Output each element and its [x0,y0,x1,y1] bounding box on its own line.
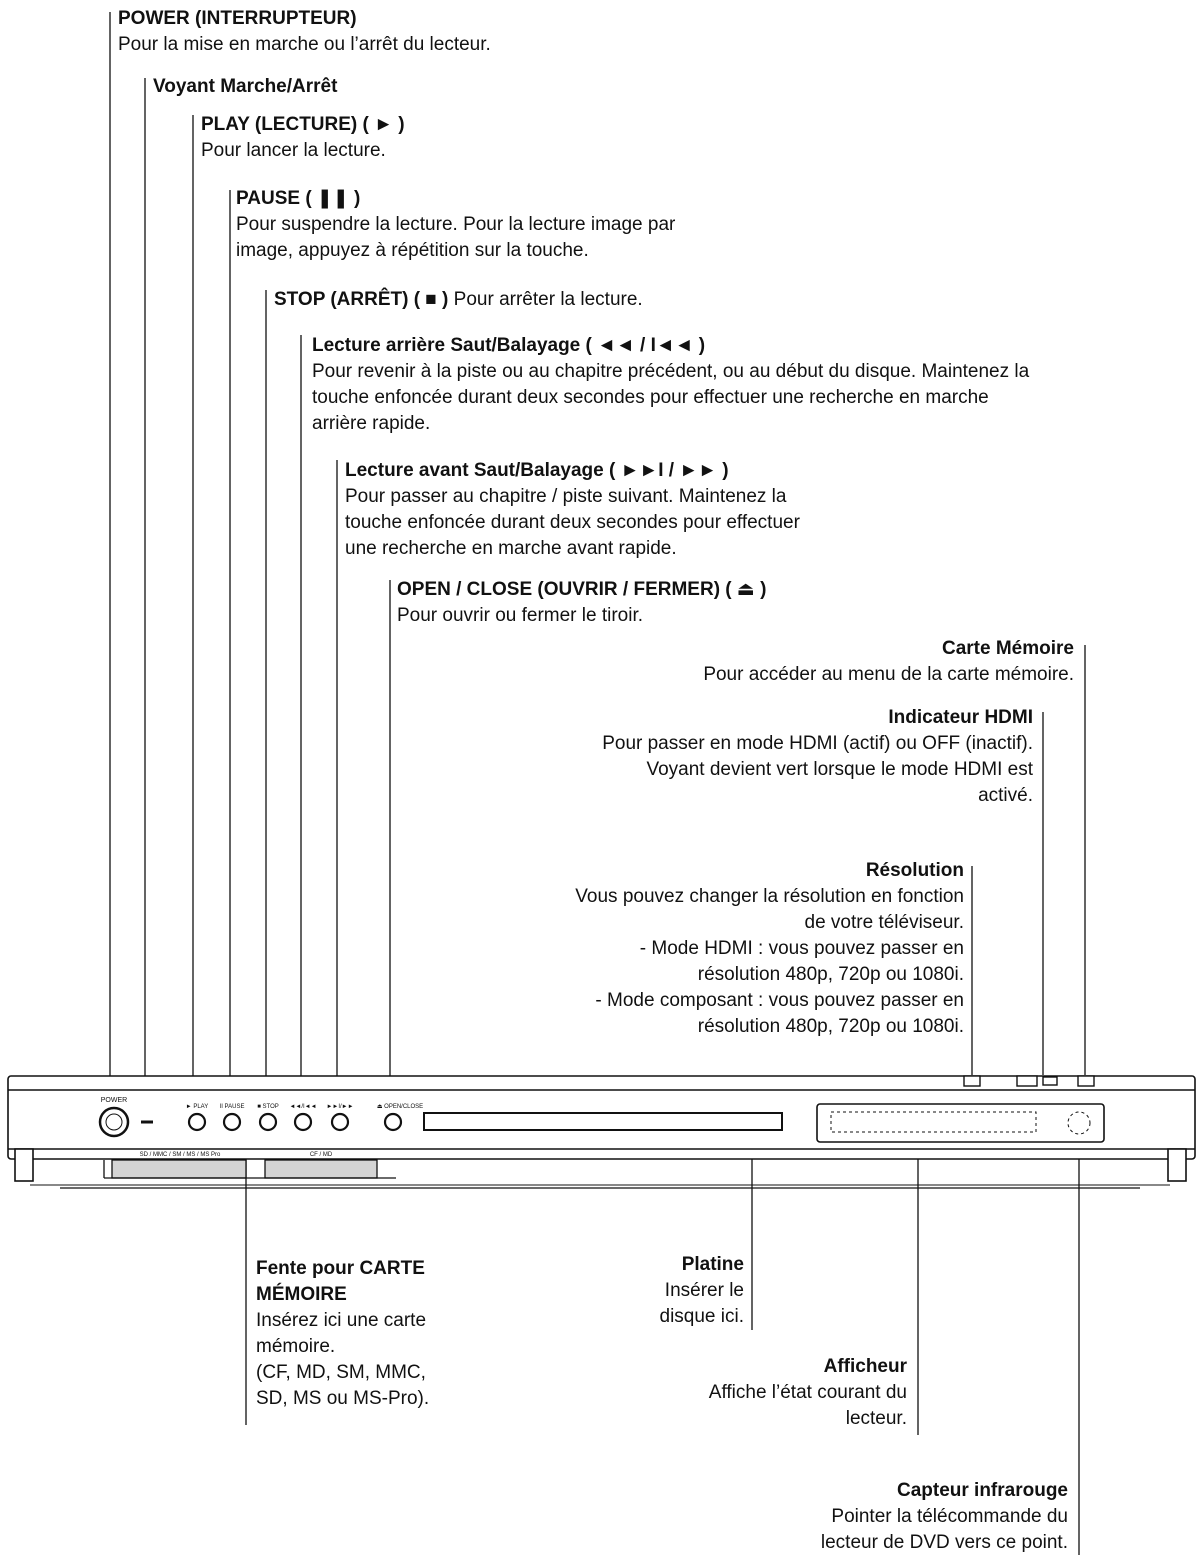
callout-rev [312,333,1029,437]
callout-fwd-desc-3: une recherche en marche avant rapide. [345,538,677,559]
callout-memcard [703,636,1074,688]
callout-rev-desc-2: touche enfoncée durant deux secondes pour effectuer une recherche en marche [312,387,989,408]
callout-led [153,74,337,100]
power-button[interactable] [100,1108,128,1136]
display-window [817,1104,1104,1142]
panel-label-power: POWER [100,1097,128,1104]
pause-button[interactable] [224,1114,240,1130]
callout-tray-desc-2: disque ici. [659,1306,744,1327]
memory-card-button[interactable] [1078,1076,1094,1086]
callout-res-title: Résolution [865,860,964,881]
callout-stop-desc: Pour arrêter la lecture. [453,289,643,310]
callout-display-desc-1: Affiche l’état courant du [708,1382,907,1403]
callout-power [118,6,491,58]
callout-res-desc-4: résolution 480p, 720p ou 1080i. [697,964,964,985]
callout-open [397,577,766,629]
callout-fwd-desc-1: Pour passer au chapitre / piste suivant. Maintenez la [345,486,787,507]
callout-pause-title: PAUSE ( ❚❚ ) [236,188,361,209]
callout-resolution [575,858,964,1040]
callout-res-desc-3: - Mode HDMI : vous pouvez passer en [639,938,964,959]
disc-tray[interactable] [424,1113,782,1130]
callout-hdmi-desc-1: Pour passer en mode HDMI (actif) ou OFF (inactif). [602,733,1033,754]
callout-pause [236,186,675,264]
callout-play [201,112,405,164]
callout-hdmi-desc-2: Voyant devient vert lorsque le mode HDMI est [646,759,1033,780]
callout-tray [660,1252,745,1330]
callout-slot-desc-4: SD, MS ou MS-Pro). [256,1388,430,1409]
resolution-button[interactable] [964,1076,980,1086]
callout-ir-desc-2: lecteur de DVD vers ce point. [820,1532,1068,1553]
dvd-player-front-panel [0,1060,1201,1195]
callout-slot-desc-3: (CF, MD, SM, MMC, [256,1362,426,1383]
callout-slot-title-2: MÉMOIRE [256,1284,347,1305]
callout-play-desc: Pour lancer la lecture. [201,140,386,161]
callout-res-desc-5: - Mode composant : vous pouvez passer en [595,990,964,1011]
panel-label-fwd: ►►I/►► [326,1104,354,1110]
callout-rev-title: Lecture arrière Saut/Balayage ( ◄◄ / I◄◄ ) [312,335,706,356]
callout-fwd-title: Lecture avant Saut/Balayage ( ►►I / ►► ) [345,460,729,481]
callout-pause-desc-2: image, appuyez à répétition sur la touche. [236,240,589,261]
callout-memory-slot [256,1256,429,1412]
callout-res-desc-1: Vous pouvez changer la résolution en fonction [575,886,964,907]
callout-memcard-desc: Pour accéder au menu de la carte mémoire. [703,664,1074,685]
callout-pause-desc-1: Pour suspendre la lecture. Pour la lecture image par [236,214,676,235]
callout-res-desc-6: résolution 480p, 720p ou 1080i. [697,1016,964,1037]
callout-display-title: Afficheur [823,1356,907,1377]
play-button[interactable] [189,1114,205,1130]
panel-label-play: ► PLAY [185,1104,209,1110]
panel-label-slot2: CF / MD [309,1152,333,1158]
callout-hdmi-desc-3: activé. [978,785,1033,806]
callout-power-desc: Pour la mise en marche ou l’arrêt du lecteur. [118,34,491,55]
callout-slot-desc-2: mémoire. [256,1336,336,1357]
callout-rev-desc-1: Pour revenir à la piste ou au chapitre précédent, ou au début du disque. Maintenez la [312,361,1030,382]
callout-tray-title: Platine [681,1254,744,1275]
callout-display-desc-2: lecteur. [845,1408,907,1429]
panel-label-rev: ◄◄/I◄◄ [289,1104,317,1110]
panel-label-stop: ■ STOP [257,1104,279,1110]
callout-slot-title-1: Fente pour CARTE [256,1258,425,1279]
panel-label-open: ⏏ OPEN/CLOSE [376,1104,424,1110]
open-close-button[interactable] [385,1114,401,1130]
callout-ir-desc-1: Pointer la télécommande du [831,1506,1068,1527]
memory-card-slot-1[interactable] [112,1160,246,1178]
stop-button[interactable] [260,1114,276,1130]
callout-slot-desc-1: Insérez ici une carte [256,1310,427,1331]
memory-card-slot-2[interactable] [265,1160,377,1178]
panel-label-slot1: SD / MMC / SM / MS / MS Pro [139,1152,221,1158]
callout-tray-desc-1: Insérer le [664,1280,744,1301]
reverse-skip-button[interactable] [295,1114,311,1130]
callout-stop-title: STOP (ARRÊT) ( ■ ) [274,289,449,310]
callout-led-title: Voyant Marche/Arrêt [153,76,338,97]
callout-ir-title: Capteur infrarouge [896,1480,1068,1501]
callout-stop [274,287,643,313]
callout-display [709,1354,907,1432]
callout-rev-desc-3: arrière rapide. [312,413,431,434]
hdmi-led [1043,1077,1057,1085]
callout-fwd-desc-2: touche enfoncée durant deux secondes pour effectuer [345,512,800,533]
callout-hdmi [602,705,1033,809]
callout-power-title: POWER (INTERRUPTEUR) [118,8,357,29]
callout-open-desc: Pour ouvrir ou fermer le tiroir. [397,605,644,626]
callout-play-title: PLAY (LECTURE) ( ► ) [201,114,405,135]
callout-memcard-title: Carte Mémoire [942,638,1074,659]
callout-fwd [345,458,800,562]
callout-hdmi-title: Indicateur HDMI [888,707,1033,728]
callout-ir-sensor [821,1478,1068,1556]
forward-skip-button[interactable] [332,1114,348,1130]
hdmi-button[interactable] [1017,1076,1037,1086]
panel-label-pause: II PAUSE [219,1104,245,1110]
callout-res-desc-2: de votre téléviseur. [804,912,964,933]
callout-open-title: OPEN / CLOSE (OUVRIR / FERMER) ( ⏏ ) [397,579,767,600]
